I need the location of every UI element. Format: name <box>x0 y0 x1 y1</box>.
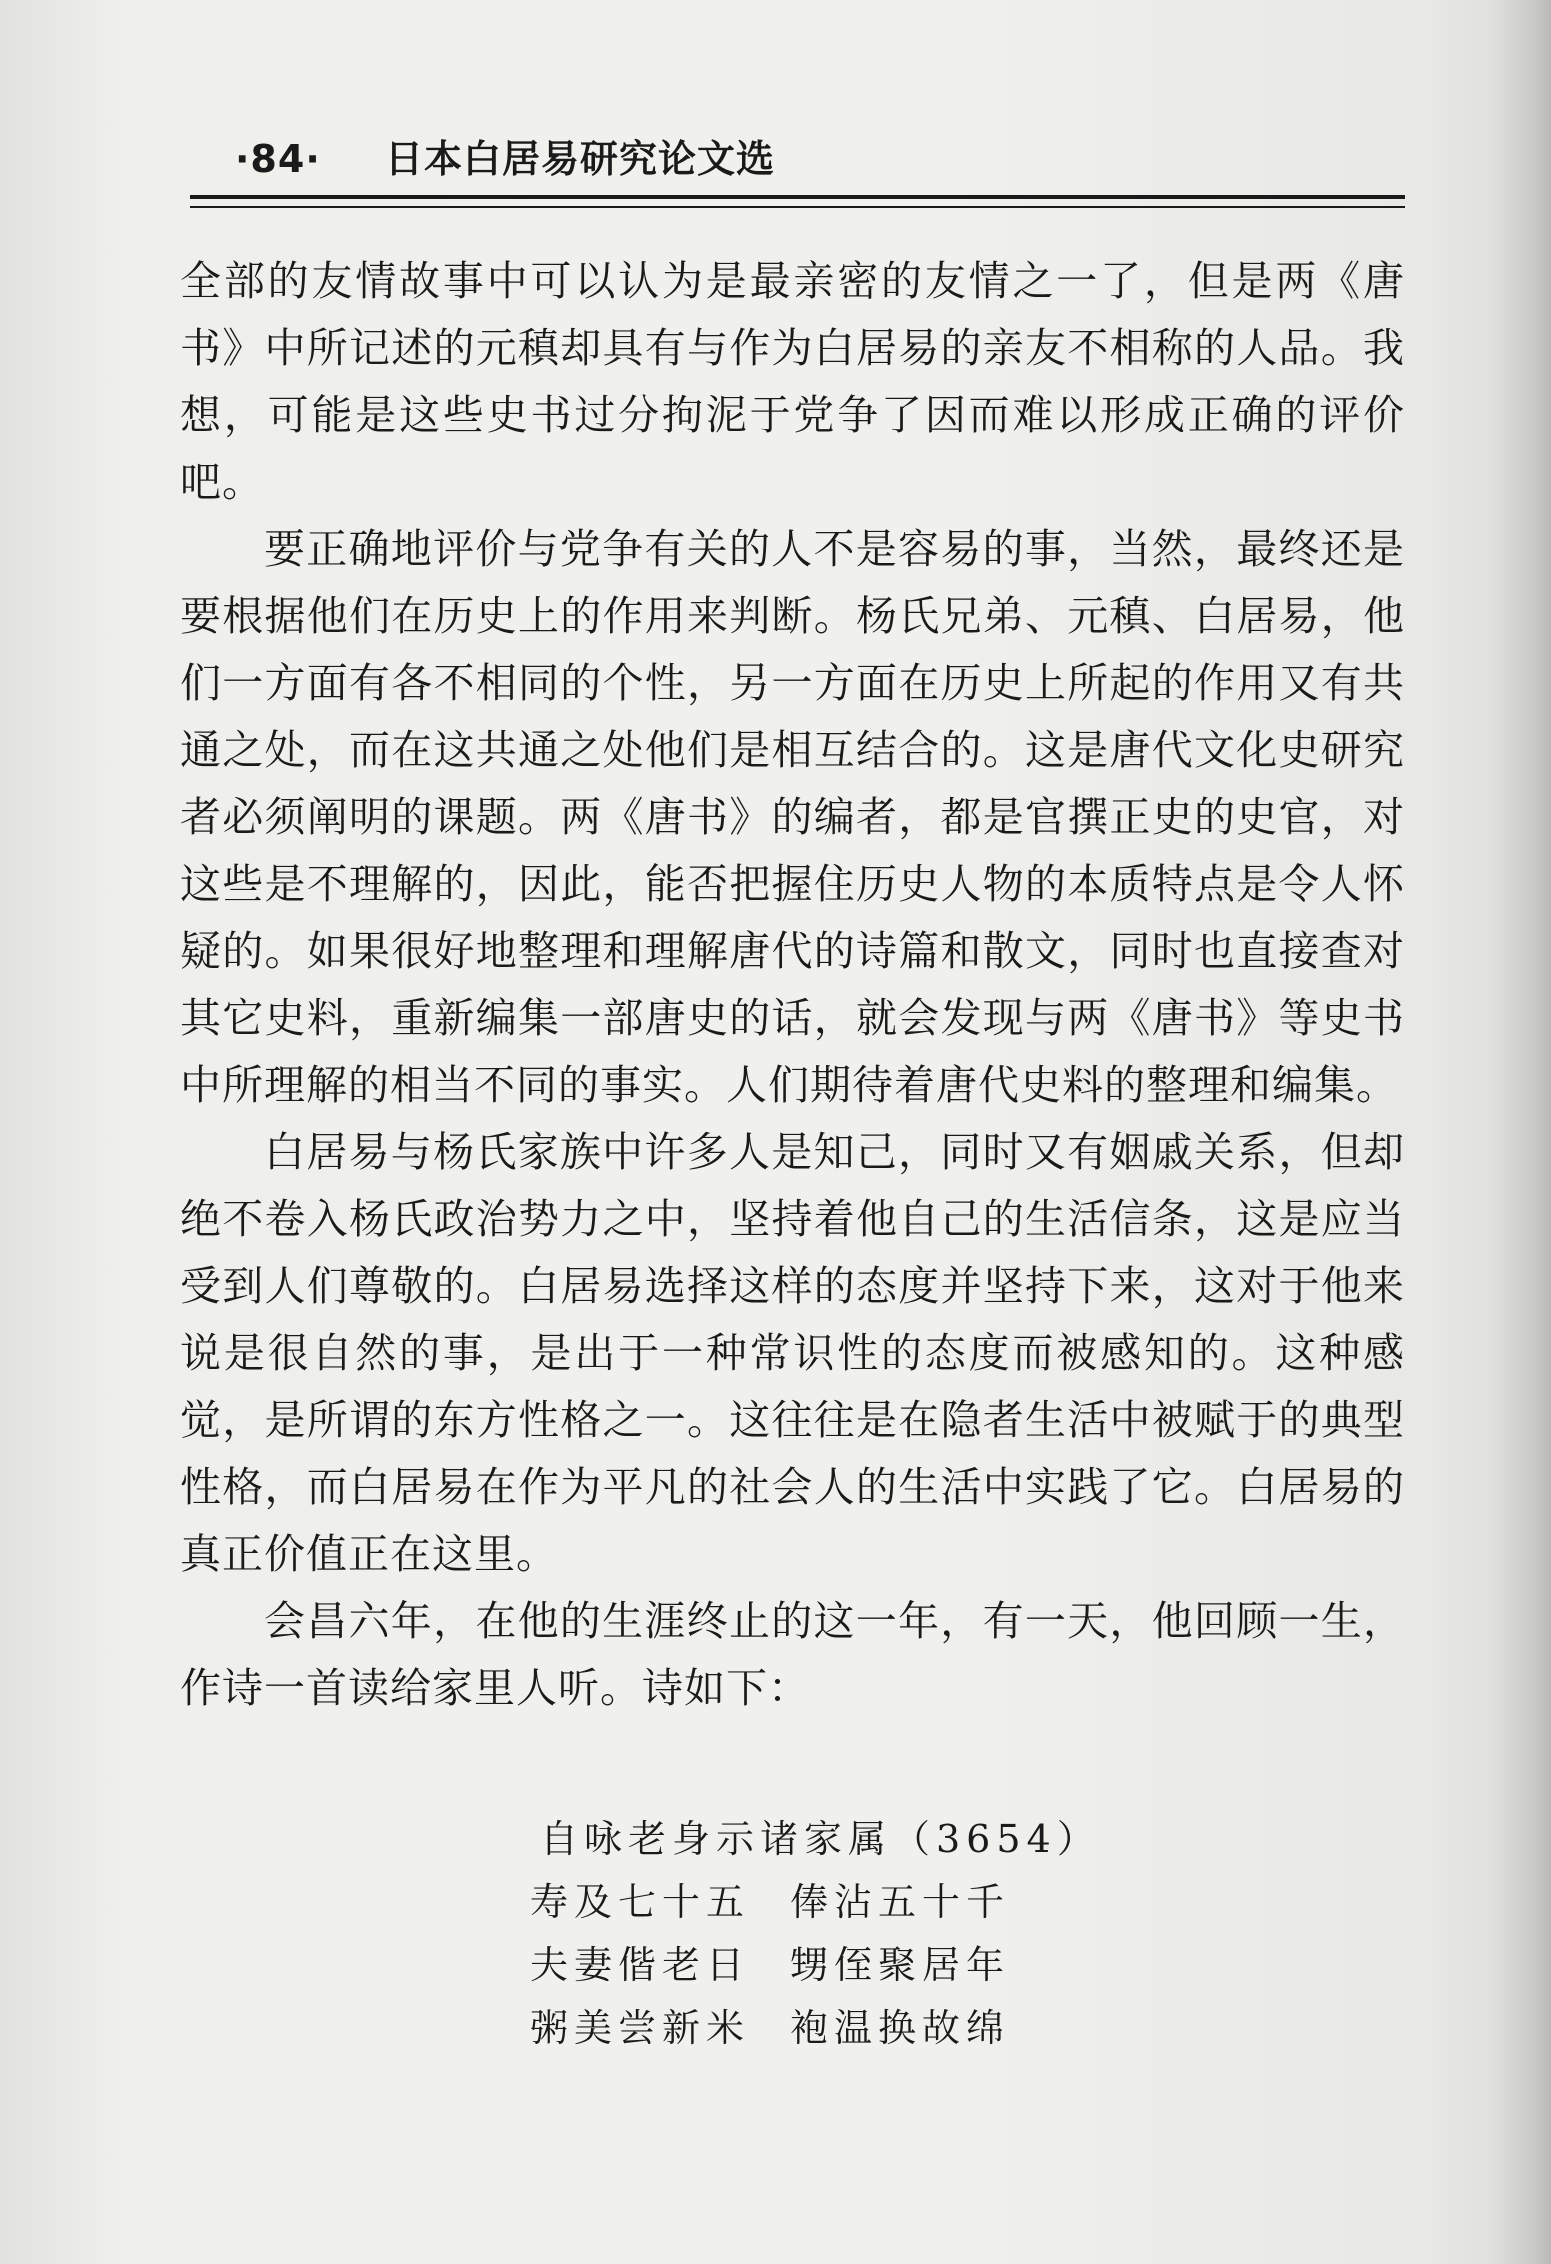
poem-line-right: 俸沾五十千 <box>790 1880 1011 1924</box>
paragraph: 要正确地评价与党争有关的人不是容易的事，当然，最终还是要根据他们在历史上的作用来判断。杨氏兄弟、元稹、白居易，他们一方面有各不相同的个性，另一方面在历史上所起的作用又有共通之处，而在这共通之处他们是相互结合的。这是唐代文化史研究者必须阐明的课题。两《唐书》的编者，都是官撰正史的史官，对这些是不理解的，因此，能否把握住历史人物的本质特点是令人怀疑的。如果很好地整理和理解唐代的诗篇和散文，同时也直接查对其它史料，重新编集一部唐史的话，就会发现与两《唐书》等史书中所理解的相当不同的事实。人们期待着唐代史料的整理和编集。 <box>180 525 1405 1109</box>
spine-shadow <box>1491 0 1551 2264</box>
page-number: ·84· <box>235 137 321 181</box>
poem-line-left: 寿及七十五 <box>530 1880 751 1924</box>
poem-line <box>530 1997 1101 2060</box>
poem-line-right: 甥侄聚居年 <box>790 1943 1011 1987</box>
poem-line <box>530 1934 1101 1997</box>
poem-line-right: 袍温换故绵 <box>790 2006 1011 2050</box>
poem-line-left: 粥美尝新米 <box>530 2006 751 2050</box>
body-text <box>180 248 1405 1722</box>
paragraph: 会昌六年，在他的生涯终止的这一年，有一天，他回顾一生，作诗一首读给家里人听。诗如下： <box>180 1597 1405 1712</box>
poem-title: 自咏老身示诸家属（3654） <box>540 1817 1101 1861</box>
header-rule-thin <box>190 206 1405 208</box>
paragraph: 白居易与杨氏家族中许多人是知己，同时又有姻戚关系，但却绝不卷入杨氏政治势力之中，坚持着他自己的生活信条，这是应当受到人们尊敬的。白居易选择这样的态度并坚持下来，这对于他来说是很自然的事，是出于一种常识性的态度而被感知的。这种感觉，是所谓的东方性格之一。这往往是在隐者生活中被赋于的典型性格，而白居易在作为平凡的社会人的生活中实践了它。白居易的真正价值正在这里。 <box>180 1128 1405 1578</box>
running-header <box>235 128 775 183</box>
poem-line <box>530 1871 1101 1934</box>
book-title: 日本白居易研究论文选 <box>385 137 776 181</box>
poem <box>530 1808 1101 2060</box>
poem-line-left: 夫妻偕老日 <box>530 1943 751 1987</box>
header-rule-thick <box>190 195 1405 199</box>
paragraph: 全部的友情故事中可以认为是最亲密的友情之一了，但是两《唐书》中所记述的元稹却具有与作为白居易的亲友不相称的人品。我想，可能是这些史书过分拘泥于党争了因而难以形成正确的评价吧。 <box>180 257 1405 506</box>
